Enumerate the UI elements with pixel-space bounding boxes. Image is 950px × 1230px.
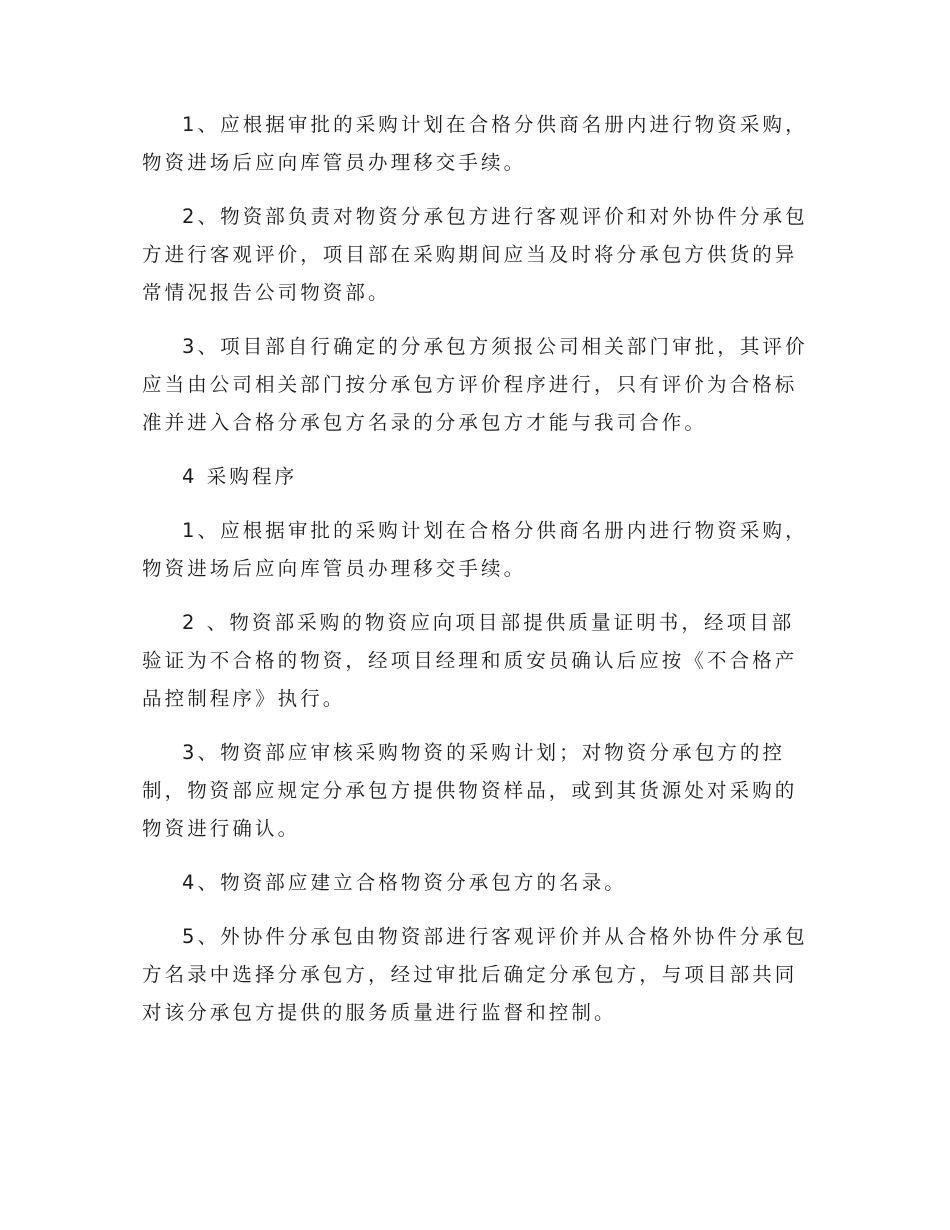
procedure-paragraph-1: 1、应根据审批的采购计划在合格分供商名册内进行物资采购，物资进场后应向库管员办理移交手续。 [142, 519, 808, 580]
paragraph-3: 3、项目部自行确定的分承包方须报公司相关部门审批，其评价应当由公司相关部门按分承包方评价程序进行，只有评价为合格标准并进入合格分承包方名录的分承包方才能与我司合作。 [142, 335, 808, 434]
paragraph-1: 1、应根据审批的采购计划在合格分供商名册内进行物资采购，物资进场后应向库管员办理移交手续。 [142, 113, 808, 174]
procedure-paragraph-3: 3、物资部应审核采购物资的采购计划；对物资分承包方的控制，物资部应规定分承包方提供物资样品，或到其货源处对采购的物资进行确认。 [142, 741, 798, 840]
procedure-paragraph-4: 4、物资部应建立合格物资分承包方的名录。 [182, 871, 627, 894]
procedure-paragraph-5: 5、外协件分承包由物资部进行客观评价并从合格外协件分承包方名录中选择分承包方，经过审批后确定分承包方，与项目部共同对该分承包方提供的服务质量进行监督和控制。 [142, 925, 808, 1024]
procedure-paragraph-2: 2 、物资部采购的物资应向项目部提供质量证明书，经项目部验证为不合格的物资，经项目经理和质安员确认后应按《不合格产品控制程序》执行。 [142, 611, 798, 710]
section-heading: 4 采购程序 [182, 465, 298, 488]
paragraph-2: 2、物资部负责对物资分承包方进行客观评价和对外协件分承包方进行客观评价，项目部在采购期间应当及时将分承包方供货的异常情况报告公司物资部。 [142, 205, 808, 304]
document-body [142, 106, 812, 1048]
